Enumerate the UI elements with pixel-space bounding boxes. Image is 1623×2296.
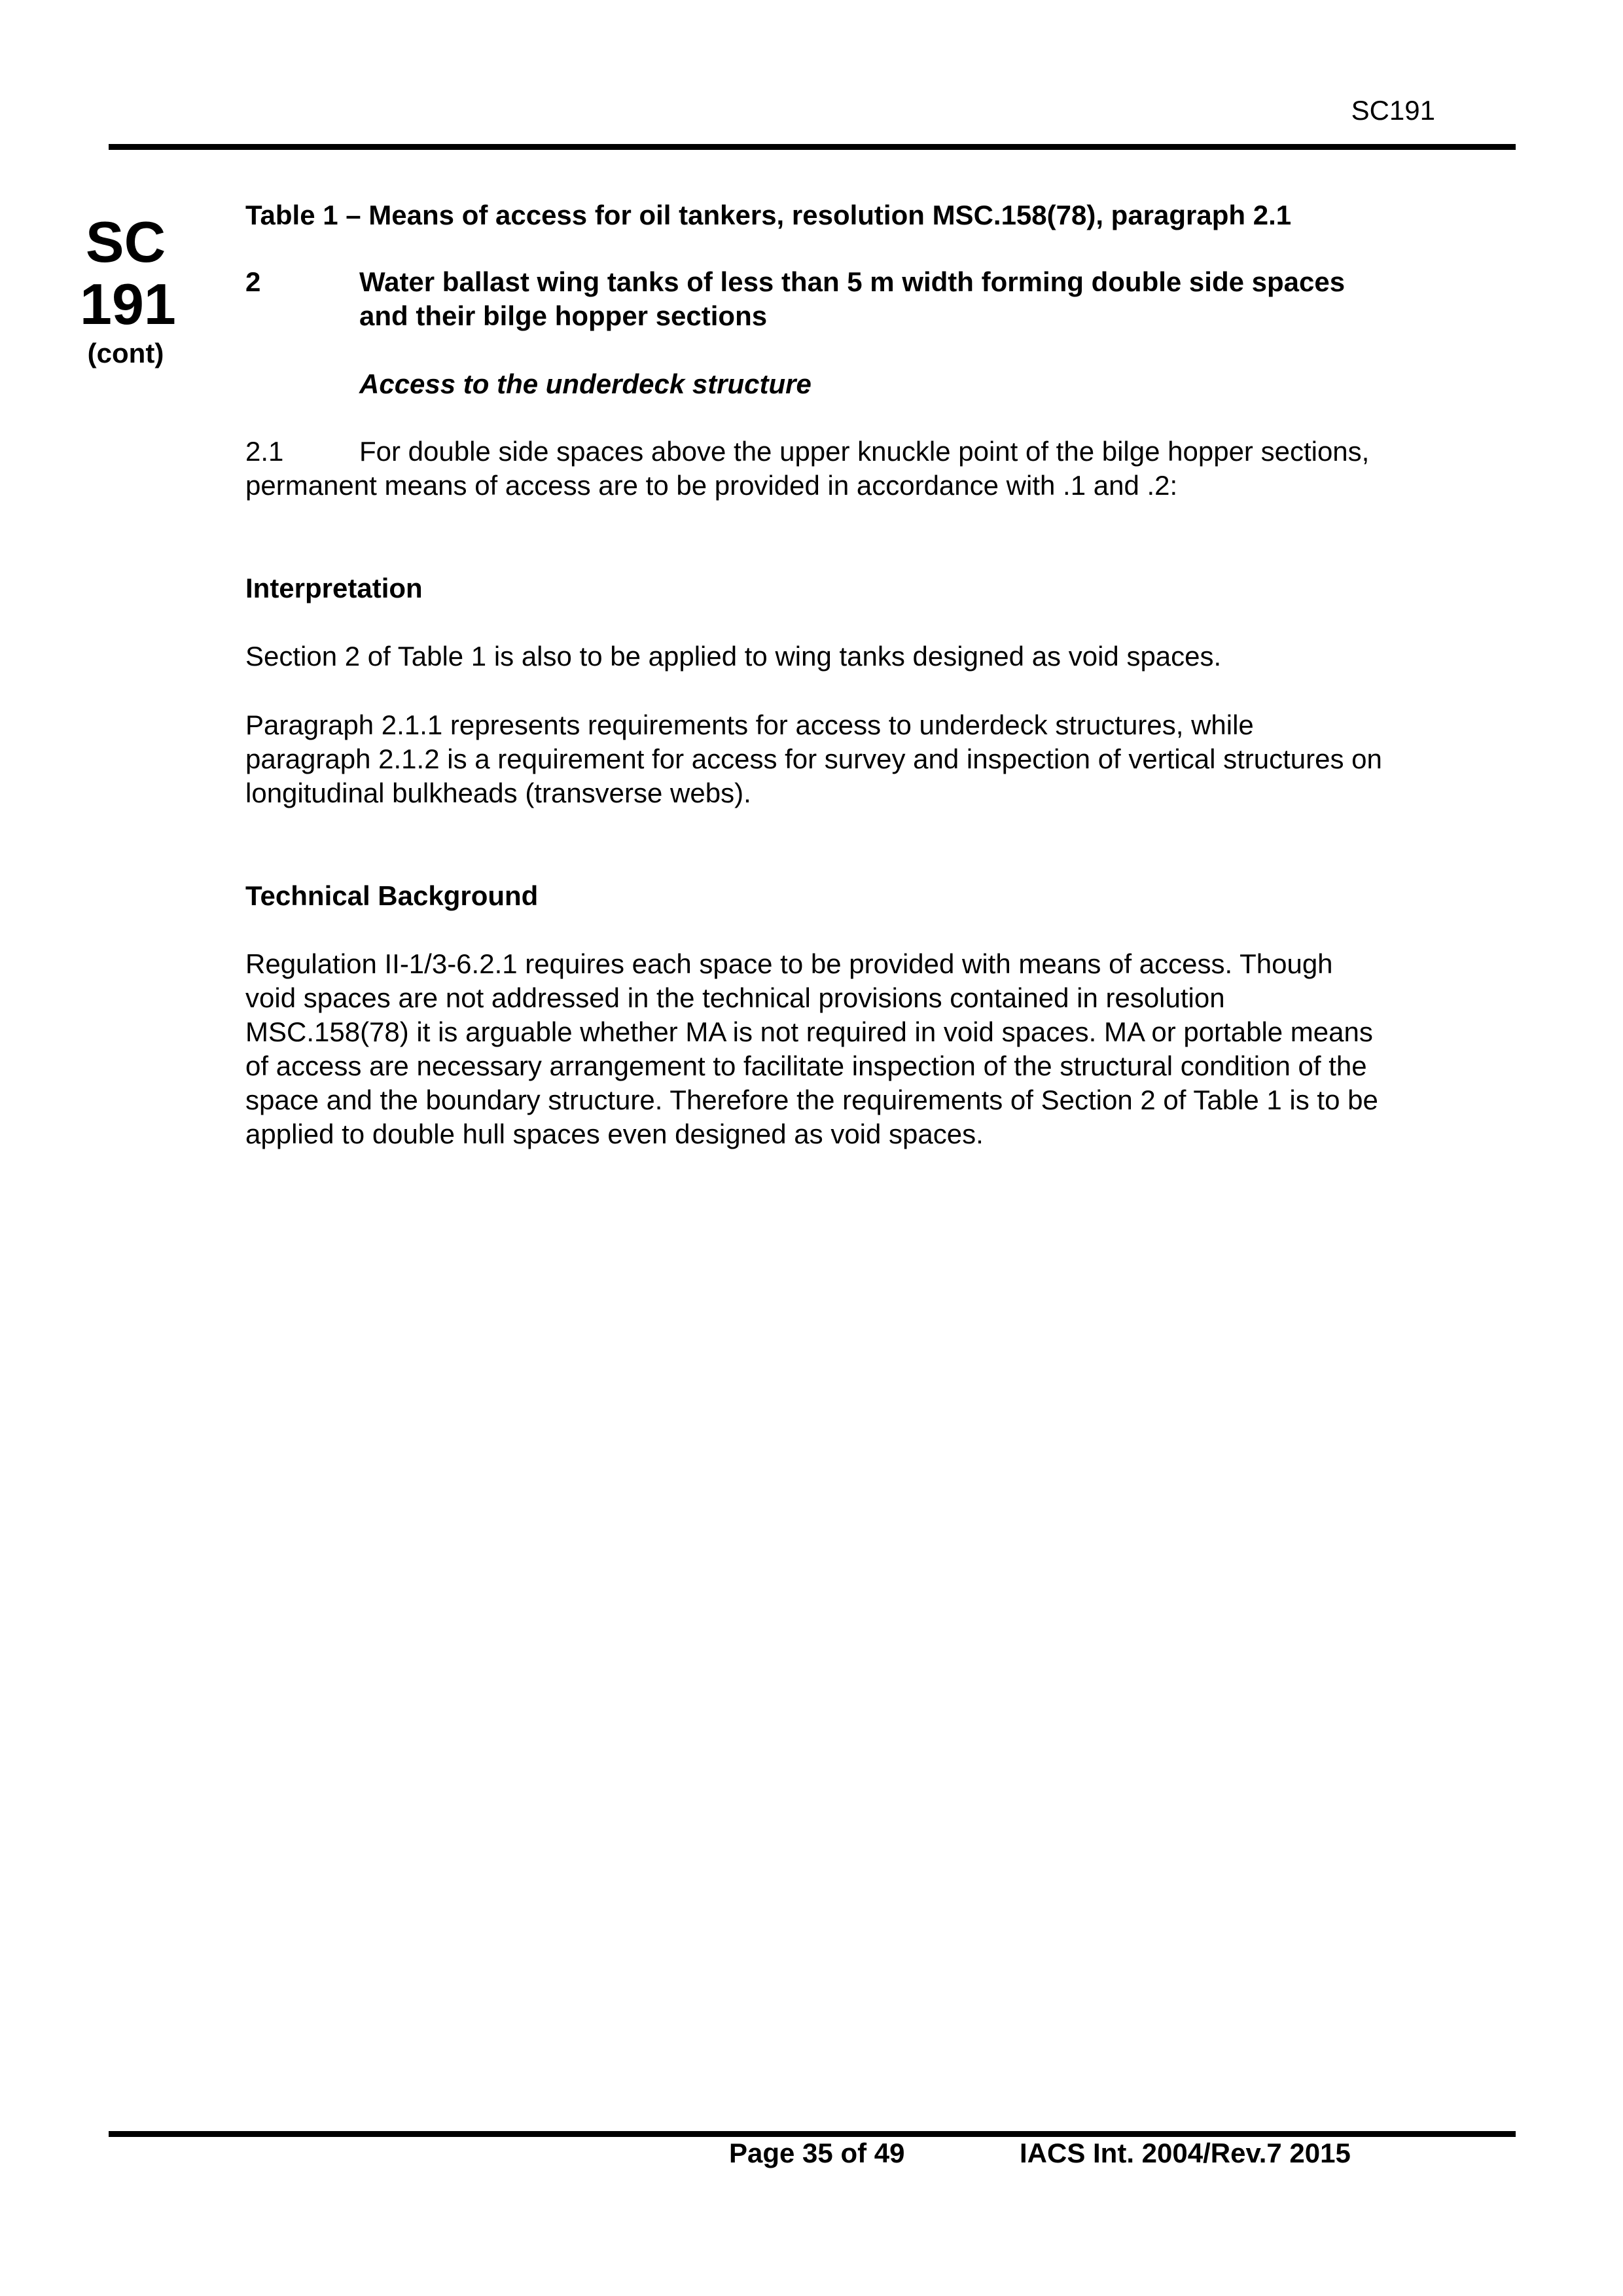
top-rule	[109, 144, 1516, 150]
header-code: SC191	[1351, 95, 1435, 126]
margin-label-sc: SC	[85, 209, 166, 274]
section-title-line-2: and their bilge hopper sections	[359, 300, 768, 331]
section-title-line-1: Water ballast wing tanks of less than 5 m width forming double side spaces	[359, 266, 1346, 297]
section-subheading: Access to the underdeck structure	[359, 368, 812, 399]
technical-background-line-1: Regulation II-1/3-6.2.1 requires each space to be provided with means of access. Though	[245, 948, 1333, 979]
interpretation-para-1: Section 2 of Table 1 is also to be applied to wing tanks designed as void spaces.	[245, 641, 1222, 672]
technical-background-line-4: of access are necessary arrangement to facilitate inspection of the structural condition of the	[245, 1050, 1367, 1081]
footer-page-number: Page 35 of 49	[729, 2138, 905, 2168]
footer-document-id: IACS Int. 2004/Rev.7 2015	[1020, 2138, 1351, 2168]
technical-background-line-6: applied to double hull spaces even designed as void spaces.	[245, 1119, 984, 1149]
margin-label-cont: (cont)	[87, 338, 164, 368]
technical-background-heading: Technical Background	[245, 880, 539, 911]
section-number: 2	[245, 266, 261, 297]
technical-background-line-2: void spaces are not addressed in the technical provisions contained in resolution	[245, 982, 1225, 1013]
technical-background-line-5: space and the boundary structure. Therefore the requirements of Section 2 of Table 1 is to be	[245, 1085, 1378, 1115]
interpretation-para-2-line-2: paragraph 2.1.2 is a requirement for access for survey and inspection of vertical structures on	[245, 744, 1382, 774]
para-2-1-line-1: For double side spaces above the upper knuckle point of the bilge hopper sections,	[359, 436, 1370, 467]
table-title: Table 1 – Means of access for oil tankers, resolution MSC.158(78), paragraph 2.1	[245, 200, 1292, 230]
interpretation-para-2-line-3: longitudinal bulkheads (transverse webs).	[245, 778, 751, 808]
para-2-1-line-2: permanent means of access are to be provided in accordance with .1 and .2:	[245, 470, 1178, 501]
para-2-1-number: 2.1	[245, 436, 284, 467]
interpretation-para-2-line-1: Paragraph 2.1.1 represents requirements for access to underdeck structures, while	[245, 709, 1254, 740]
technical-background-line-3: MSC.158(78) it is arguable whether MA is not required in void spaces. MA or portable means	[245, 1016, 1373, 1047]
interpretation-heading: Interpretation	[245, 573, 423, 603]
margin-label-number: 191	[80, 272, 176, 336]
bottom-rule	[109, 2131, 1516, 2137]
